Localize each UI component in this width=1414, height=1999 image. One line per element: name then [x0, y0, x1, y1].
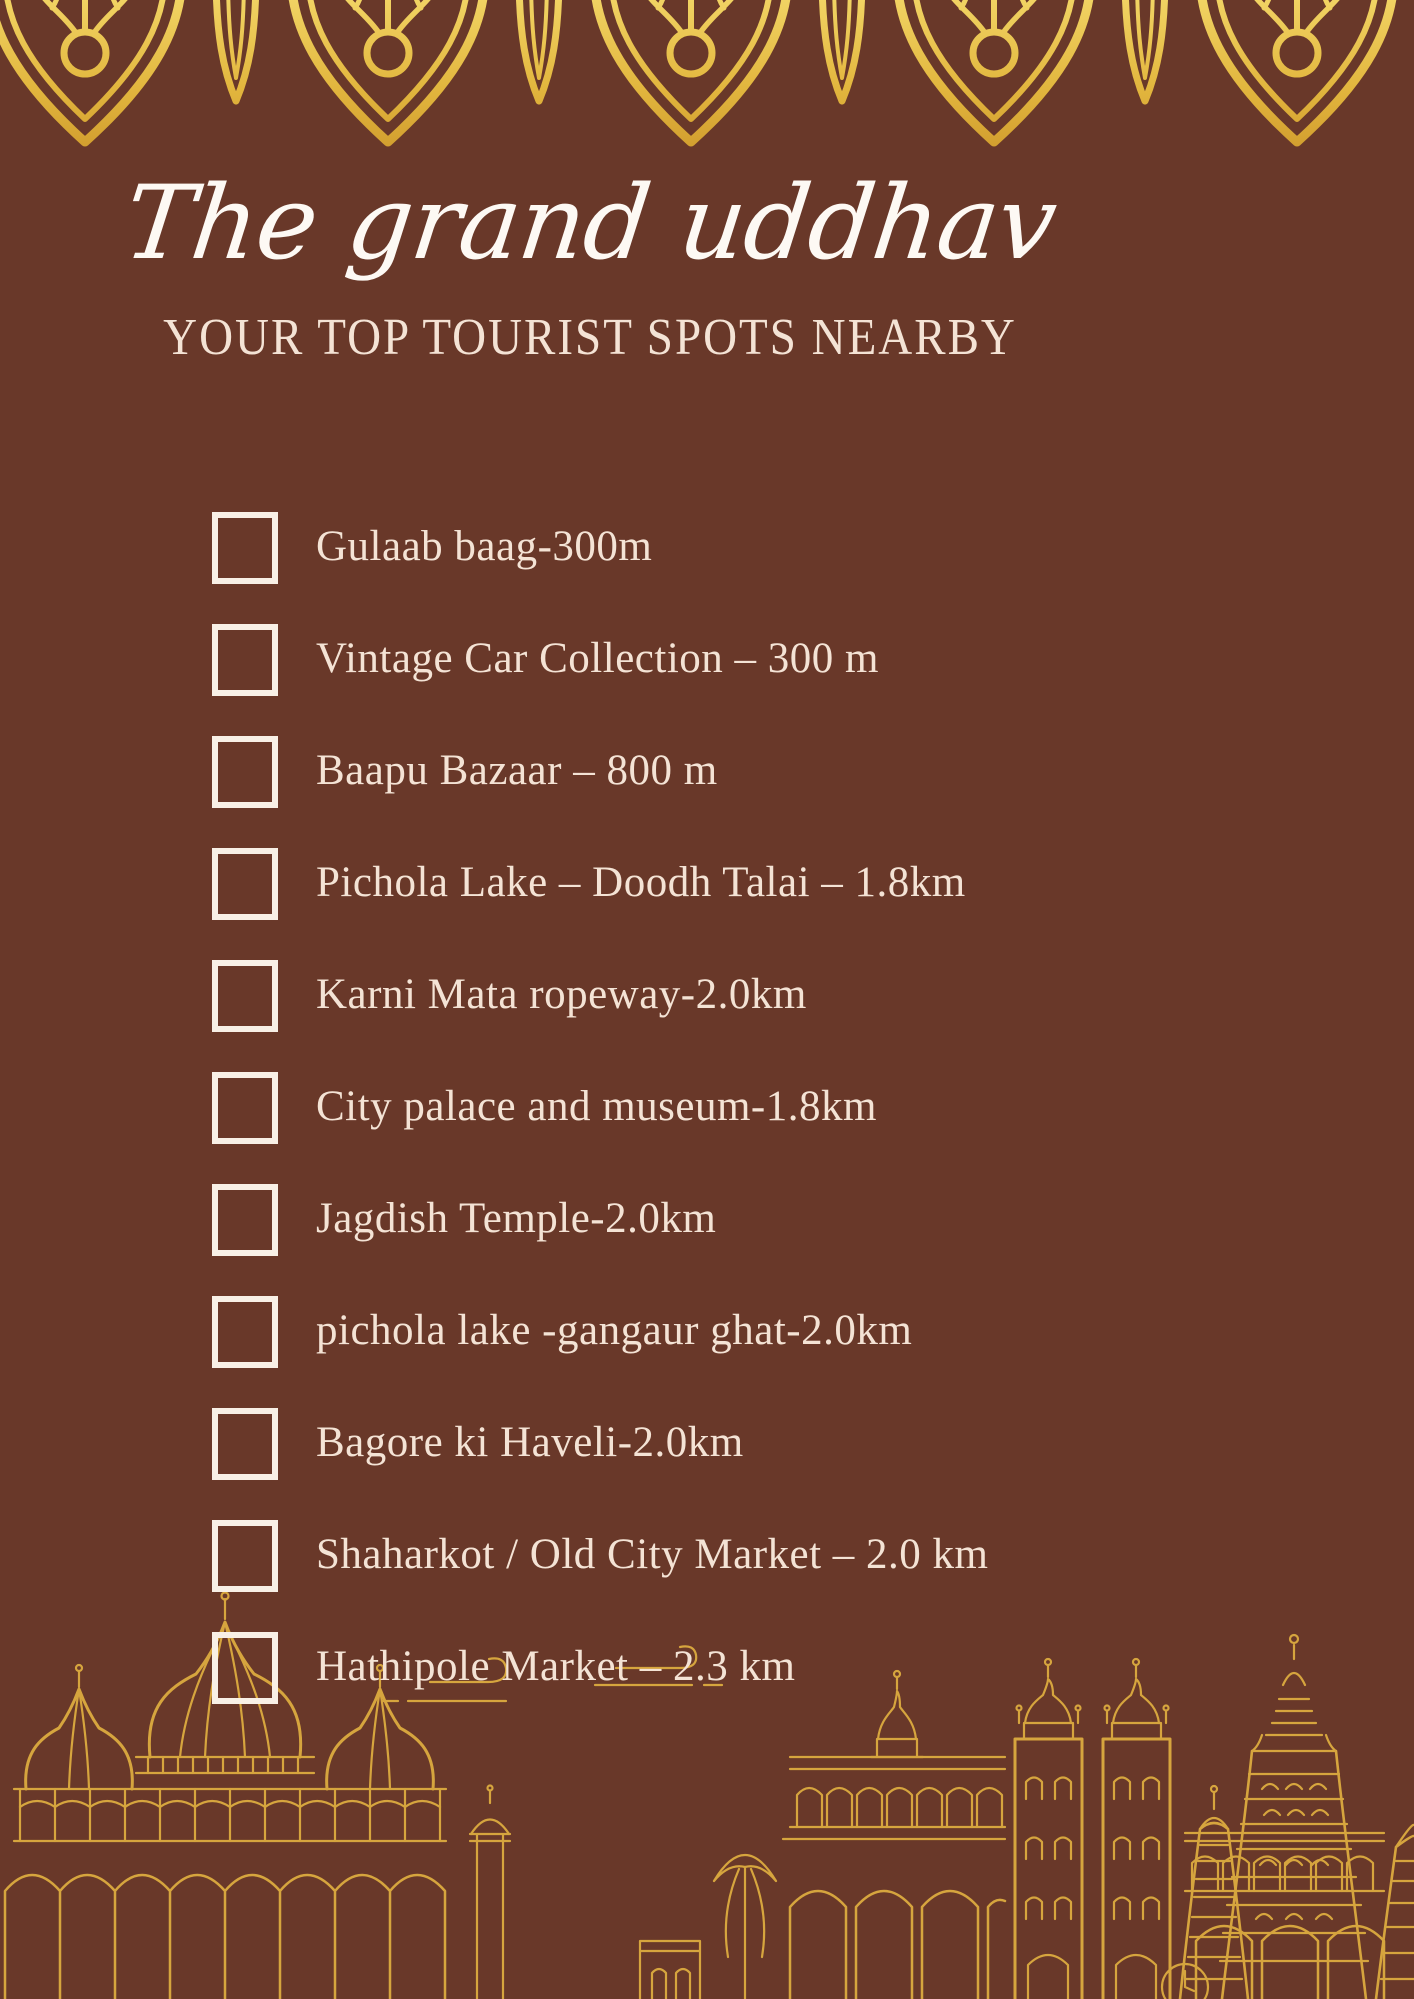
small-building	[640, 1941, 700, 1999]
list-item	[212, 1632, 1180, 1704]
list-item	[212, 512, 1180, 584]
spot-label: pichola lake -gangaur ghat-2.0km	[316, 1306, 913, 1354]
palm-umbrella	[714, 1855, 776, 1999]
checkbox[interactable]	[212, 512, 278, 584]
checkbox[interactable]	[212, 736, 278, 808]
spot-label: Hathipole Market – 2.3 km	[316, 1642, 796, 1690]
gopuram-tower-edge	[1376, 1825, 1414, 1999]
spot-label: Vintage Car Collection – 300 m	[316, 634, 879, 682]
checkbox[interactable]	[212, 1408, 278, 1480]
tourist-spot-list	[212, 512, 1180, 1704]
list-item	[212, 624, 1180, 696]
checkbox[interactable]	[212, 1072, 278, 1144]
list-item	[212, 848, 1180, 920]
list-item	[212, 1408, 1180, 1480]
list-item	[212, 1184, 1180, 1256]
checkbox[interactable]	[212, 624, 278, 696]
chhatri-pavilion	[470, 1786, 510, 1999]
list-item	[212, 1520, 1180, 1592]
checkbox[interactable]	[212, 960, 278, 1032]
checkbox[interactable]	[212, 1520, 278, 1592]
spot-label: Karni Mata ropeway-2.0km	[316, 970, 807, 1018]
lotus-garland-border-ornament	[0, 0, 1414, 160]
spot-label: City palace and museum-1.8km	[316, 1082, 877, 1130]
checkbox[interactable]	[212, 848, 278, 920]
list-item	[212, 960, 1180, 1032]
list-item	[212, 1072, 1180, 1144]
page-heading: YOUR TOP TOURIST SPOTS NEARBY	[163, 309, 1017, 367]
spot-label: Baapu Bazaar – 800 m	[316, 746, 718, 794]
checkbox[interactable]	[212, 1632, 278, 1704]
brand-title: The grand uddhav	[118, 164, 1062, 283]
spot-label: Pichola Lake – Doodh Talai – 1.8km	[316, 858, 966, 906]
spot-label: Shaharkot / Old City Market – 2.0 km	[316, 1530, 989, 1578]
spot-label: Gulaab baag-300m	[316, 522, 653, 570]
checkbox[interactable]	[212, 1296, 278, 1368]
checkbox[interactable]	[212, 1184, 278, 1256]
spot-label: Jagdish Temple-2.0km	[316, 1194, 717, 1242]
spot-label: Bagore ki Haveli-2.0km	[316, 1418, 744, 1466]
list-item	[212, 736, 1180, 808]
gopuram-tower-small	[1180, 1786, 1248, 1999]
list-item	[212, 1296, 1180, 1368]
